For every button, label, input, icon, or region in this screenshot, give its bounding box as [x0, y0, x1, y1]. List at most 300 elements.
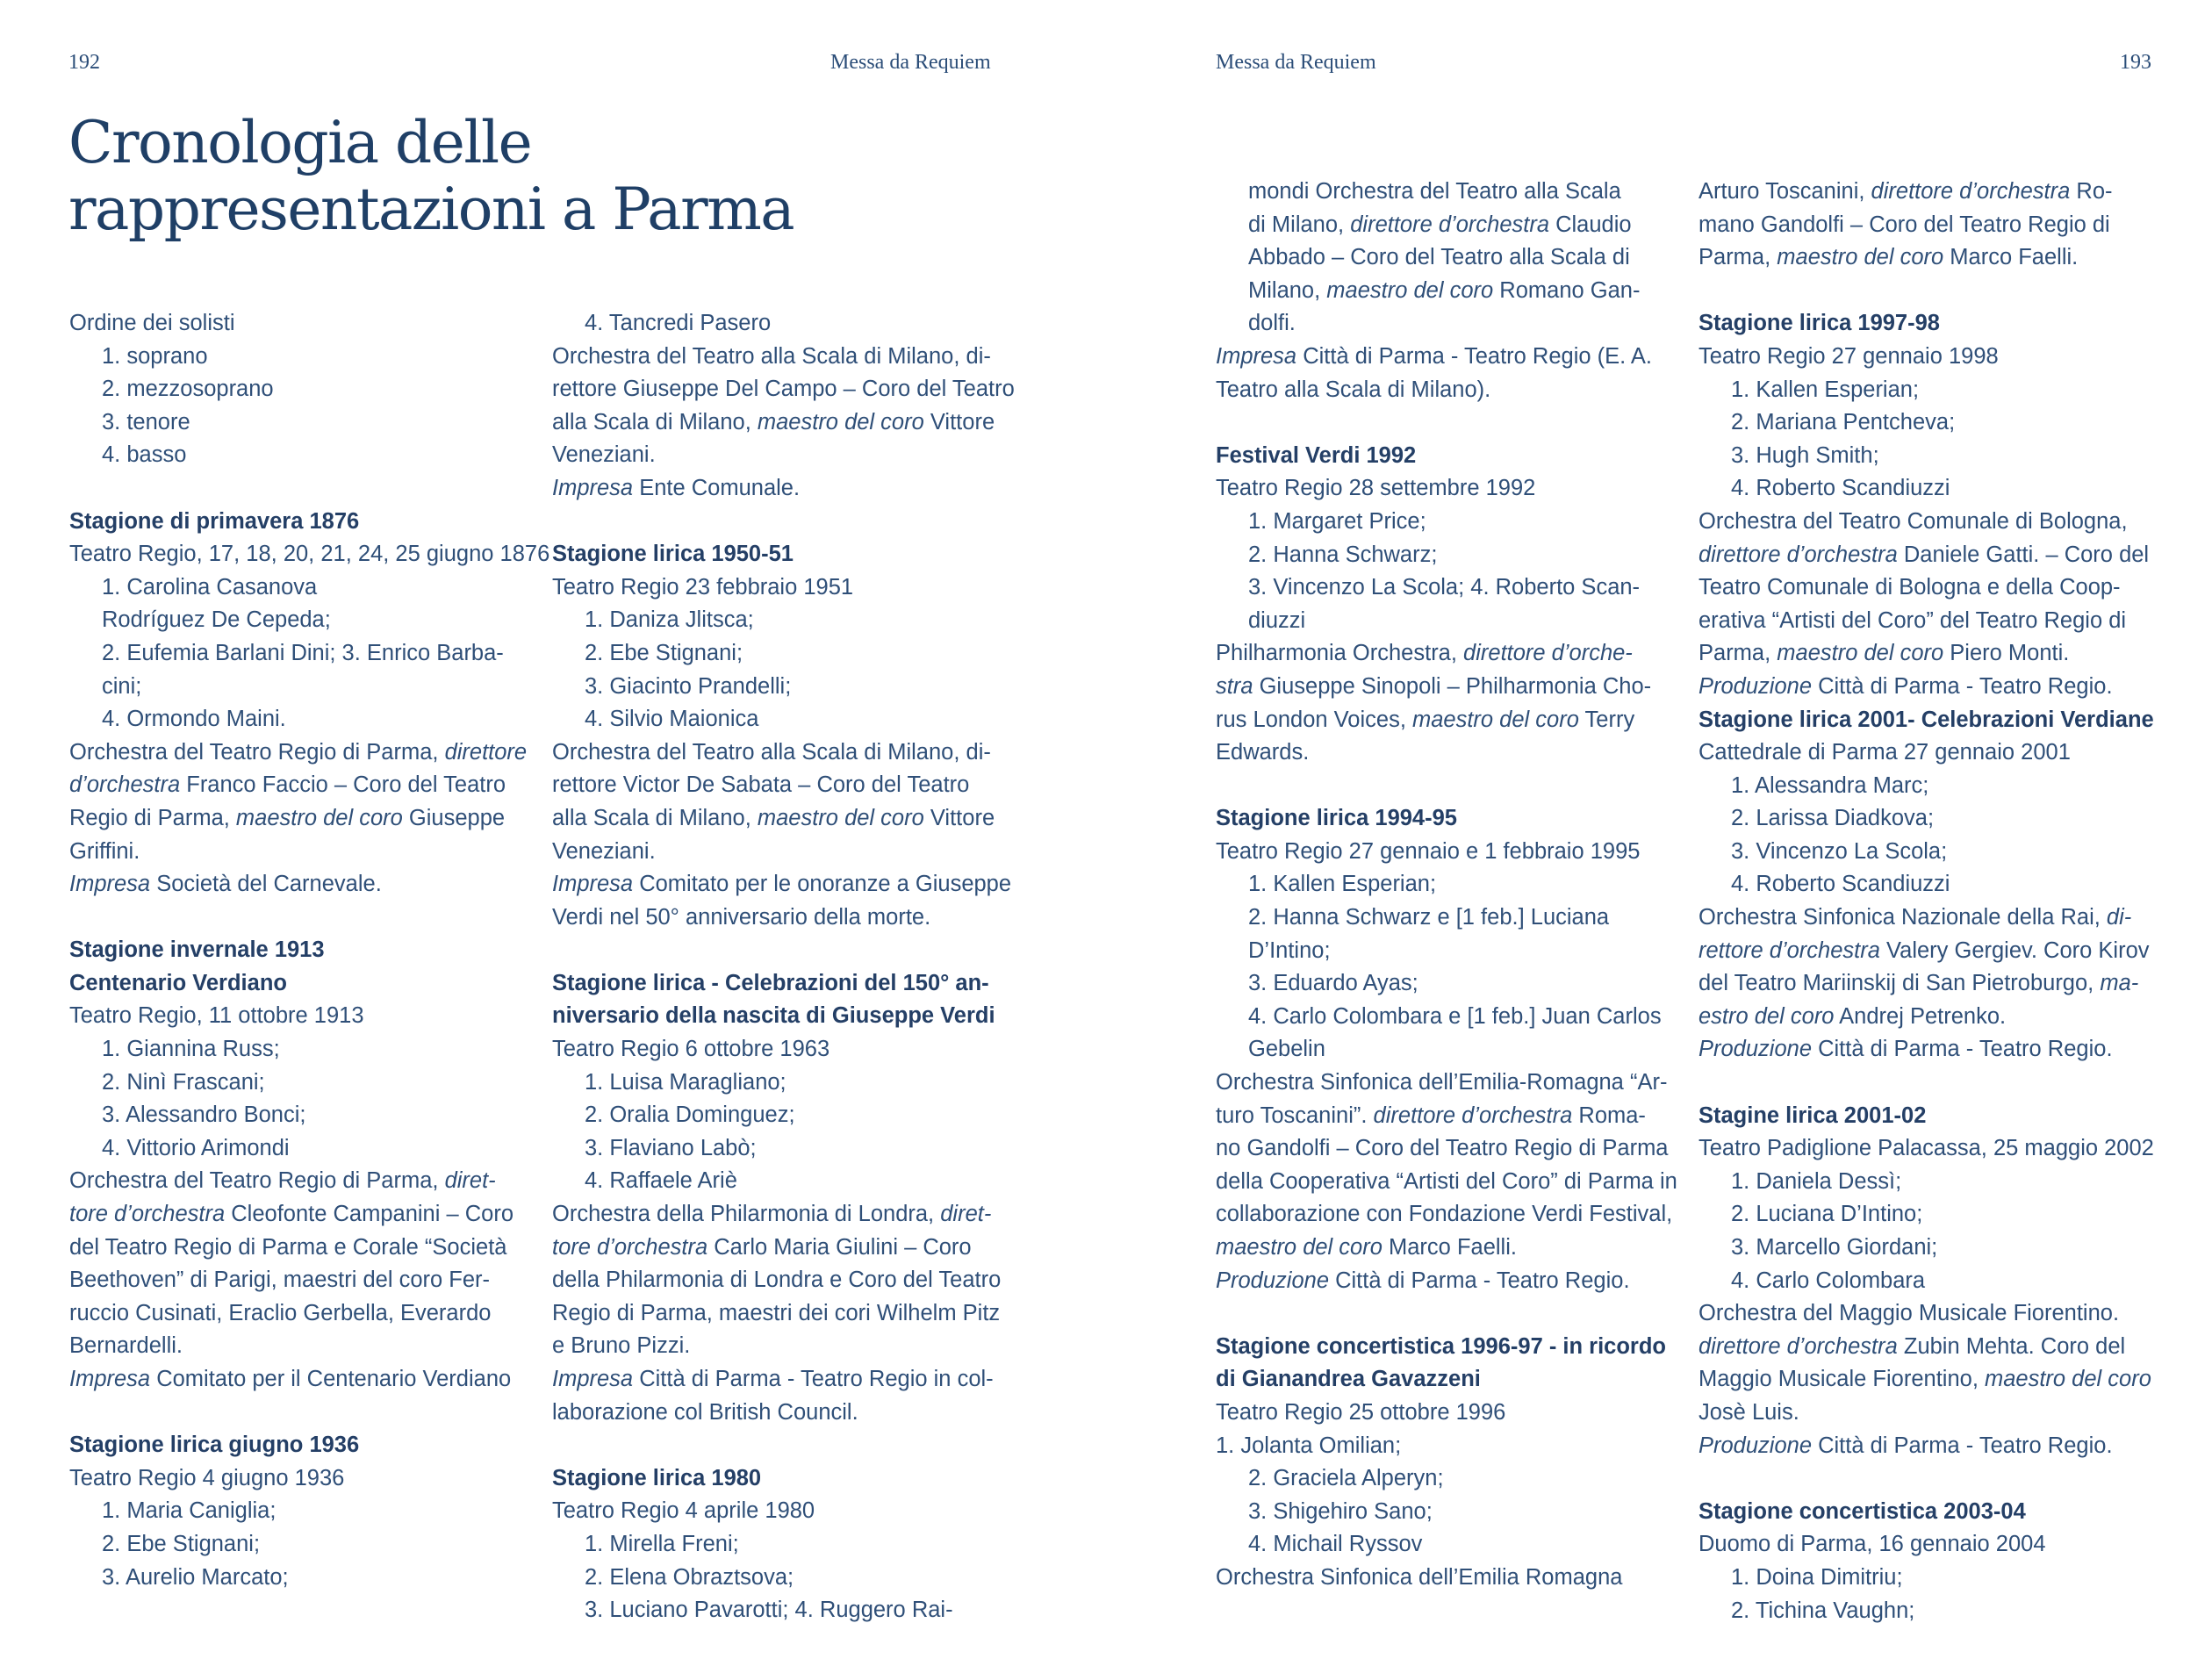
text-run: Marco Faelli. — [1382, 1235, 1517, 1260]
list-line — [1216, 539, 1672, 572]
section-heading — [69, 934, 526, 967]
text-line — [552, 836, 1009, 869]
text-line — [1698, 539, 2155, 572]
list-line — [552, 1165, 1009, 1198]
section-heading — [1216, 802, 1672, 836]
list-line — [1698, 440, 2155, 473]
text-run: Orchestra del Teatro alla Scala di Milano, di- — [552, 343, 991, 369]
list-line — [552, 1066, 1009, 1100]
text-run: 1. Giannina Russ; — [102, 1037, 280, 1062]
list-line — [1216, 967, 1672, 1001]
list-line — [552, 1528, 1009, 1562]
text-run: Teatro Regio, 11 ottobre 1913 — [69, 1003, 364, 1029]
text-run: Parma, — [1698, 641, 1778, 666]
list-line — [69, 1495, 526, 1528]
spacer — [1698, 275, 2155, 308]
text-run: Ro- — [2070, 179, 2113, 204]
text-run: mondi Orchestra del Teatro alla Scala — [1248, 179, 1621, 204]
italic-text: maestro del coro — [1984, 1367, 2151, 1392]
text-line — [1698, 671, 2155, 704]
list-line — [1216, 241, 1672, 275]
text-line — [1216, 1430, 1672, 1463]
text-run: Claudio — [1549, 212, 1632, 237]
text-run: dolfi. — [1248, 311, 1296, 336]
list-line — [69, 373, 526, 406]
text-run: Stagione lirica 1980 — [552, 1465, 762, 1490]
text-run: Città di Parma - Teatro Regio. — [1812, 1433, 2113, 1458]
text-line — [1216, 1132, 1672, 1166]
text-run: Giuseppe Sinopoli – Philharmonia Cho- — [1253, 673, 1652, 699]
list-line — [1216, 1033, 1672, 1066]
italic-text: di- — [2106, 905, 2132, 930]
text-line — [1698, 1397, 2155, 1430]
text-run: Vittore — [923, 805, 995, 830]
text-column-4 — [1698, 176, 2155, 1627]
text-run: Città di Parma - Teatro Regio in col- — [633, 1367, 994, 1391]
text-run: Stagione concertistica 1996-97 - in ricordo — [1216, 1333, 1667, 1359]
text-line — [552, 1397, 1009, 1430]
text-run: del Teatro Regio di Parma e Corale “Società — [69, 1234, 507, 1260]
running-head-right: Messa da Requiem — [1216, 51, 1376, 74]
list-line — [552, 1594, 1009, 1627]
text-line — [1698, 967, 2155, 1001]
list-line — [1698, 472, 2155, 506]
running-head-left: Messa da Requiem — [830, 51, 991, 74]
text-run: Abbado – Coro del Teatro alla Scala di — [1248, 245, 1630, 270]
spacer — [69, 472, 526, 506]
text-line — [1698, 637, 2155, 671]
text-run: 3. Shigehiro Sano; — [1248, 1498, 1433, 1524]
text-run: Orchestra del Maggio Musicale Fiorentino. — [1698, 1301, 2120, 1326]
text-line — [552, 1033, 1009, 1066]
text-line — [552, 901, 1009, 935]
text-run: di Gianandrea Gavazzeni — [1216, 1367, 1481, 1392]
text-column-3 — [1216, 176, 1677, 1595]
text-line — [1698, 1001, 2155, 1034]
text-line — [552, 1495, 1009, 1528]
text-line — [69, 1264, 526, 1297]
text-run: Teatro Regio 27 gennaio e 1 febbraio 1995 — [1216, 838, 1641, 864]
text-run: 2. Elena Obraztsova; — [585, 1564, 794, 1590]
section-heading — [1698, 704, 2155, 737]
list-line — [69, 671, 526, 704]
text-line — [552, 1264, 1009, 1297]
italic-text: Impresa — [1216, 343, 1297, 369]
section-heading — [552, 1462, 1009, 1496]
text-line — [1698, 176, 2155, 209]
italic-text: diret- — [940, 1202, 992, 1227]
list-line — [552, 1099, 1009, 1132]
text-run: Teatro Padiglione Palacassa, 25 maggio 2002 — [1698, 1136, 2154, 1161]
text-run: Cleofonte Campanini – Coro — [225, 1202, 514, 1227]
italic-text: Impresa — [552, 872, 634, 897]
text-run: Cattedrale di Parma 27 gennaio 2001 — [1698, 740, 2071, 765]
text-run: 4. Ormondo Maini. — [102, 707, 286, 732]
text-run: di Milano, — [1248, 212, 1351, 237]
list-line — [1698, 1232, 2155, 1265]
text-run: 2. Hanna Schwarz e [1 feb.] Luciana — [1248, 905, 1610, 930]
text-line — [1698, 1033, 2155, 1066]
text-run: Maggio Musicale Fiorentino, — [1698, 1367, 1985, 1392]
text-run: 3. Giacinto Prandelli; — [585, 673, 792, 699]
section-heading — [1216, 440, 1672, 473]
italic-text: diret- — [444, 1168, 496, 1194]
list-line — [69, 1528, 526, 1562]
text-run: e Bruno Pizzi. — [552, 1333, 691, 1359]
spacer — [1216, 770, 1672, 803]
text-run: alla Scala di Milano, — [552, 805, 758, 830]
text-run: Teatro Regio 27 gennaio 1998 — [1698, 343, 1999, 369]
list-line — [552, 637, 1009, 671]
list-line — [69, 1066, 526, 1100]
text-run: 2. Tichina Vaughn; — [1731, 1598, 1915, 1623]
text-run: 3. Aurelio Marcato; — [102, 1564, 289, 1590]
text-run: Edwards. — [1216, 740, 1310, 765]
text-run: Valery Gergiev. Coro Kirov — [1879, 937, 2150, 963]
italic-text: estro del coro — [1698, 1003, 1835, 1029]
list-line — [69, 341, 526, 374]
text-run: della Cooperativa “Artisti del Coro” di Parma in — [1216, 1168, 1677, 1194]
italic-text: direttore d’orchestra — [1871, 179, 2071, 204]
text-run: Centenario Verdiano — [69, 970, 287, 995]
text-run: Josè Luis. — [1698, 1399, 1799, 1425]
list-line — [1216, 901, 1672, 935]
section-heading — [1698, 307, 2155, 341]
spacer — [69, 1397, 526, 1430]
list-line — [69, 1099, 526, 1132]
text-run: 2. Hanna Schwarz; — [1248, 542, 1438, 567]
page-title-line-2: rappresentazioni a Parma — [68, 176, 794, 243]
text-line — [69, 1232, 526, 1265]
text-line — [1216, 704, 1672, 737]
text-line — [1698, 506, 2155, 539]
text-run: Romano Gan- — [1493, 277, 1641, 303]
text-run: rettore Giuseppe Del Campo – Coro del Teatro — [552, 377, 1015, 402]
text-run: Comitato per le onoranze a Giuseppe — [633, 872, 1012, 897]
text-run: D’Intino; — [1248, 937, 1331, 963]
text-run: Regio di Parma, maestri dei cori Wilhelm Pitz — [552, 1300, 1001, 1325]
text-run: 2. Mariana Pentcheva; — [1731, 410, 1956, 435]
list-line — [1216, 275, 1672, 308]
list-line — [1698, 374, 2155, 407]
text-run: 1. Kallen Esperian; — [1248, 872, 1437, 897]
text-run: Stagione lirica 2001- Celebrazioni Verdiane — [1698, 707, 2154, 732]
text-run: Stagione di primavera 1876 — [69, 508, 360, 534]
list-line — [552, 604, 1009, 637]
text-line — [1698, 1132, 2155, 1166]
text-line — [552, 439, 1009, 472]
text-line — [69, 1198, 526, 1232]
italic-text: maestro del coro — [1411, 707, 1579, 732]
text-line — [1698, 1297, 2155, 1331]
italic-text: tore d’orchestra — [69, 1202, 226, 1227]
text-line — [552, 406, 1009, 440]
text-line — [1698, 1363, 2155, 1397]
text-run: 1. Mirella Freni; — [585, 1531, 739, 1556]
text-run: cini; — [102, 673, 142, 699]
text-run: 4. Silvio Maionica — [585, 707, 759, 732]
italic-text: maestro del coro — [1326, 277, 1494, 303]
text-run: collaborazione con Fondazione Verdi Festival, — [1216, 1202, 1673, 1227]
italic-text: direttore d’orche- — [1463, 641, 1633, 666]
text-run: rus London Voices, — [1216, 707, 1412, 732]
italic-text: Impresa — [552, 1367, 634, 1391]
text-run: 2. Luciana D’Intino; — [1731, 1202, 1923, 1227]
text-run: rettore Victor De Sabata – Coro del Teatro — [552, 772, 970, 798]
text-run: alla Scala di Milano, — [552, 409, 758, 434]
text-run: Orchestra Sinfonica dell’Emilia-Romagna “Ar- — [1216, 1070, 1668, 1095]
text-run: Orchestra della Philarmonia di Londra, — [552, 1202, 941, 1227]
text-run: Teatro Regio 6 ottobre 1963 — [552, 1037, 830, 1062]
text-run: Giuseppe — [402, 805, 506, 830]
list-line — [1216, 307, 1672, 341]
list-line — [1216, 571, 1672, 605]
section-heading — [1216, 1331, 1672, 1364]
list-line — [1698, 1595, 2155, 1628]
list-line — [1216, 1001, 1672, 1034]
section-heading — [552, 538, 1009, 571]
spacer — [1216, 1297, 1672, 1331]
italic-text: direttore — [444, 739, 528, 765]
text-run: 3. Marcello Giordani; — [1731, 1235, 1938, 1260]
text-line — [69, 802, 526, 836]
text-run: Città di Parma - Teatro Regio. — [1329, 1268, 1630, 1293]
list-line — [69, 637, 526, 671]
text-run: ruccio Cusinati, Eraclio Gerbella, Everardo — [69, 1300, 492, 1325]
text-run: turo Toscanini”. — [1216, 1102, 1374, 1128]
section-heading — [1698, 1496, 2155, 1529]
text-run: 2. Ebe Stignani; — [585, 640, 743, 665]
text-run: Zubin Mehta. Coro del — [1897, 1333, 2126, 1359]
text-run: 2. Eufemia Barlani Dini; 3. Enrico Barba- — [102, 640, 504, 665]
text-line — [1698, 1331, 2155, 1364]
text-run: Città di Parma - Teatro Regio. — [1812, 1037, 2113, 1062]
spacer — [1698, 1066, 2155, 1100]
italic-text: Impresa — [69, 1367, 151, 1391]
text-run: Verdi nel 50° anniversario della morte. — [552, 904, 931, 930]
text-run: 1. Luisa Maragliano; — [585, 1069, 786, 1095]
text-run: Stagine lirica 2001-02 — [1698, 1102, 1927, 1128]
text-run: Andrej Petrenko. — [1834, 1003, 2007, 1029]
spacer — [1698, 1462, 2155, 1496]
text-line — [69, 868, 526, 901]
text-line — [1216, 1562, 1672, 1595]
text-run: Arturo Toscanini, — [1698, 179, 1871, 204]
list-line — [1698, 406, 2155, 440]
text-run: Orchestra del Teatro alla Scala di Milano, di- — [552, 739, 991, 765]
text-run: Duomo di Parma, 16 gennaio 2004 — [1698, 1532, 2046, 1557]
text-line — [69, 1165, 526, 1198]
text-run: 1. Daniza Jlitsca; — [585, 607, 754, 633]
text-run: Stagione lirica 1950-51 — [552, 542, 794, 567]
list-line — [1216, 1528, 1672, 1562]
text-run: 1. soprano — [102, 343, 208, 369]
spacer — [552, 506, 1009, 539]
text-run: 4. Tancredi Pasero — [585, 311, 772, 335]
text-line — [69, 836, 526, 869]
text-run: Rodríguez De Cepeda; — [102, 607, 331, 633]
text-run: 3. Luciano Pavarotti; 4. Ruggero Rai- — [585, 1598, 953, 1623]
text-run: Stagione lirica - Celebrazioni del 150° an- — [552, 970, 989, 995]
list-line — [1698, 1166, 2155, 1199]
text-line — [1216, 637, 1672, 671]
text-run: 1. Carolina Casanova — [102, 574, 318, 600]
text-line — [1216, 736, 1672, 770]
text-column-1 — [69, 307, 550, 1594]
text-line — [552, 373, 1015, 406]
text-run: erativa “Artisti del Coro” del Teatro Regio di — [1698, 607, 2127, 633]
text-line — [69, 1297, 526, 1331]
list-line — [552, 1132, 1009, 1166]
text-run: 4. Michail Ryssov — [1248, 1532, 1423, 1557]
section-heading — [1698, 1100, 2155, 1133]
italic-text: Produzione — [1698, 1037, 1813, 1062]
text-line — [1698, 1430, 2155, 1463]
list-line — [1698, 1198, 2155, 1232]
text-run: Veneziani. — [552, 442, 656, 468]
text-run: 4. Roberto Scandiuzzi — [1731, 872, 1950, 897]
text-line — [1216, 341, 1672, 374]
list-line — [552, 703, 1009, 736]
italic-text: Produzione — [1698, 1433, 1813, 1458]
text-run: Teatro Regio 28 settembre 1992 — [1216, 476, 1536, 501]
text-run: Teatro Regio 23 febbraio 1951 — [552, 574, 854, 600]
page-number-left: 192 — [68, 51, 100, 74]
text-run: 1. Jolanta Omilian; — [1216, 1433, 1402, 1458]
text-run: 4. Carlo Colombara e [1 feb.] Juan Carlos — [1248, 1003, 1662, 1029]
text-line — [1216, 1232, 1672, 1265]
text-run: Teatro Regio 4 giugno 1936 — [69, 1465, 345, 1490]
text-run: 1. Maria Caniglia; — [102, 1498, 276, 1524]
text-run: Griffini. — [69, 838, 140, 864]
text-line — [69, 1363, 526, 1397]
spacer — [552, 934, 1009, 967]
text-run: 2. Graciela Alperyn; — [1248, 1466, 1444, 1491]
text-line — [1216, 472, 1672, 506]
italic-text: direttore d’orchestra — [1350, 212, 1550, 237]
text-line — [552, 868, 1012, 901]
list-line — [1216, 1496, 1672, 1529]
text-run: Comitato per il Centenario Verdiano — [150, 1367, 512, 1391]
text-run: 4. Raffaele Ariè — [585, 1168, 737, 1194]
text-run: 4. Roberto Scandiuzzi — [1731, 476, 1950, 501]
italic-text: direttore d’orchestra — [1698, 1333, 1898, 1359]
list-line — [1698, 770, 2155, 803]
list-line — [1216, 935, 1672, 968]
spacer — [69, 901, 526, 935]
text-line — [69, 1000, 526, 1033]
text-run: no Gandolfi – Coro del Teatro Regio di Parma — [1216, 1136, 1669, 1161]
text-run: Franco Faccio – Coro del Teatro — [180, 772, 506, 798]
text-run: Carlo Maria Giulini – Coro — [707, 1234, 972, 1260]
text-run: 2. Ebe Stignani; — [102, 1531, 261, 1556]
text-run: Ordine dei solisti — [69, 311, 235, 335]
text-run: Piero Monti. — [1943, 641, 2070, 666]
list-line — [1216, 868, 1672, 901]
text-run: Città di Parma - Teatro Regio. — [1812, 673, 2113, 699]
section-heading — [552, 967, 1009, 1001]
text-line — [1216, 671, 1672, 704]
text-run: 3. Vincenzo La Scola; 4. Roberto Scan- — [1248, 575, 1641, 600]
text-run: Orchestra Sinfonica dell’Emilia Romagna — [1216, 1564, 1623, 1590]
text-run: Gebelin — [1248, 1037, 1325, 1062]
text-line — [1698, 209, 2155, 242]
list-line — [1216, 605, 1672, 638]
text-line — [552, 1330, 1009, 1363]
text-line — [69, 538, 550, 571]
list-line — [69, 406, 526, 440]
list-line — [69, 439, 526, 472]
text-line — [1216, 1397, 1672, 1430]
text-line — [1698, 571, 2155, 605]
italic-text: maestro del coro — [1777, 641, 1944, 666]
text-run: 1. Margaret Price; — [1248, 508, 1426, 534]
italic-text: maestro del coro — [757, 805, 924, 830]
text-run: Città di Parma - Teatro Regio (E. A. — [1296, 343, 1652, 369]
text-run: Ente Comunale. — [633, 475, 801, 500]
text-line — [552, 1297, 1009, 1331]
text-run: mano Gandolfi – Coro del Teatro Regio di — [1698, 212, 2110, 237]
text-column-2 — [552, 307, 1015, 1627]
list-line — [552, 307, 1009, 341]
text-run: Teatro Regio 25 ottobre 1996 — [1216, 1399, 1506, 1425]
text-line — [69, 1462, 526, 1496]
text-line — [552, 802, 1009, 836]
text-run: Società del Carnevale. — [150, 872, 382, 897]
section-heading — [552, 1000, 1009, 1033]
text-run: Marco Faelli. — [1943, 245, 2079, 270]
text-run: 3. Flaviano Labò; — [585, 1135, 757, 1160]
italic-text: ma- — [2100, 971, 2139, 996]
text-run: Parma, — [1698, 245, 1778, 270]
text-run: Festival Verdi 1992 — [1216, 442, 1417, 468]
italic-text: tore d’orchestra — [552, 1234, 708, 1260]
text-run: Regio di Parma, — [69, 805, 236, 830]
italic-text: direttore d’orchestra — [1698, 542, 1898, 567]
text-run: 2. Oralia Dominguez; — [585, 1102, 795, 1128]
text-run: Stagione lirica 1997-98 — [1698, 311, 1940, 336]
text-line — [552, 571, 1009, 605]
list-line — [1698, 1265, 2155, 1298]
text-run: Stagione lirica giugno 1936 — [69, 1433, 360, 1458]
text-run: 4. basso — [102, 442, 187, 468]
italic-text: rettore d’orchestra — [1698, 937, 1880, 963]
text-run: Vittore — [923, 409, 995, 434]
text-line — [552, 769, 1009, 802]
section-heading — [1216, 1363, 1672, 1397]
text-run: Philharmonia Orchestra, — [1216, 641, 1464, 666]
section-heading — [69, 506, 526, 539]
italic-text: Impresa — [552, 475, 634, 500]
italic-text: maestro del coro — [757, 409, 924, 434]
text-line — [1698, 935, 2155, 968]
text-run: Teatro Comunale di Bologna e della Coop- — [1698, 575, 2121, 600]
text-line — [1698, 341, 2155, 374]
text-run: 1. Doina Dimitriu; — [1731, 1564, 1903, 1590]
text-line — [1216, 374, 1672, 407]
list-line — [69, 1562, 526, 1595]
text-line — [1216, 1066, 1672, 1100]
text-run: diuzzi — [1248, 607, 1306, 633]
text-run: 3. tenore — [102, 409, 190, 434]
list-line — [552, 671, 1009, 704]
text-run: Stagione lirica 1994-95 — [1216, 806, 1457, 831]
text-line — [69, 1330, 526, 1363]
text-run: Beethoven” di Parigi, maestri del coro Fer- — [69, 1268, 491, 1293]
text-run: Milano, — [1248, 277, 1327, 303]
list-line — [1698, 868, 2155, 901]
text-line — [1698, 241, 2155, 275]
